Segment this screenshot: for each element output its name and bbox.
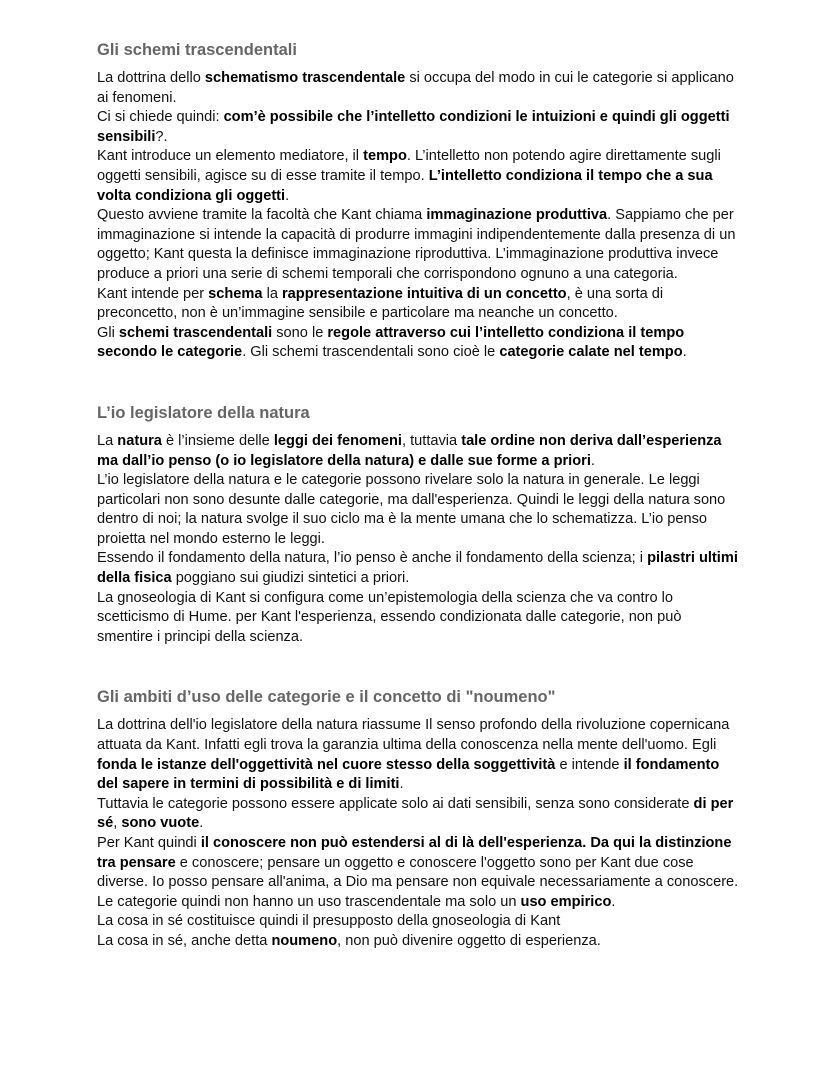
text: Kant intende per <box>97 285 209 302</box>
bold-text: leggi dei fenomeni <box>273 432 402 449</box>
paragraph <box>97 324 739 363</box>
text: La cosa in sé, anche detta <box>97 932 272 949</box>
text: sono le <box>272 324 328 341</box>
section-heading: Gli schemi trascendentali <box>97 41 297 59</box>
paragraph <box>97 471 739 549</box>
paragraph <box>97 589 739 648</box>
paragraph <box>97 834 739 893</box>
bold-text: com’è possibile che l’intelletto condizioni le intuizioni e quindi gli oggetti sensibili <box>97 109 730 145</box>
bold-text: tempo <box>363 148 407 165</box>
bold-text: immaginazione produttiva <box>426 207 608 224</box>
text: La <box>97 432 118 449</box>
text: e intende <box>555 756 624 773</box>
paragraph <box>97 108 739 147</box>
text: L’io legislatore della natura e le categorie possono rivelare solo la natura in generale. Le leggi particolari non sono desunte dalle categorie, ma dall'esperienza. Quindi le leggi della natura sono dentro di noi; la natura svolge il suo ciclo ma è la mente umana che lo schematizza. L’io penso proietta nel mondo esterno le leggi. <box>97 472 726 547</box>
paragraph <box>97 432 739 471</box>
bold-text: fonda le istanze dell'oggettività nel cuore stesso della soggettività <box>97 756 556 773</box>
bold-text: rappresentazione intuitiva di un concetto <box>281 285 567 302</box>
bold-text: natura <box>117 432 162 449</box>
text: . Gli schemi trascendentali sono cioè le <box>242 344 500 361</box>
bold-text: schema <box>208 285 263 302</box>
paragraph <box>97 716 739 794</box>
text: , <box>113 815 122 832</box>
text: ?. <box>155 128 168 145</box>
bold-text: schemi trascendentali <box>118 324 273 341</box>
text: . <box>285 187 290 204</box>
text: Kant introduce un elemento mediatore, il <box>97 148 364 165</box>
bold-text: L’intelletto condiziona il tempo che a sua volta condiziona gli oggetti <box>97 167 713 204</box>
paragraph <box>97 932 739 952</box>
text: La gnoseologia di Kant si configura come un’epistemologia della scienza che va contro lo scetticismo di Hume. per Kant l'esperienza, essendo condizionata dalle categorie, non può smentire i principi della scienza. <box>97 589 682 645</box>
text: poggiano sui giudizi sintetici a priori. <box>171 570 410 587</box>
text: Gli <box>97 324 119 341</box>
paragraph <box>97 147 739 206</box>
paragraph <box>97 795 739 834</box>
paragraph <box>97 69 739 108</box>
text: . <box>611 893 616 910</box>
text: , non può divenire oggetto di esperienza. <box>337 932 601 949</box>
bold-text: di per sé <box>97 795 734 832</box>
bold-text: regole attraverso cui l’intelletto condiziona il tempo secondo le categorie <box>97 324 685 361</box>
bold-text: noumeno <box>271 932 338 949</box>
text: Le categorie quindi non hanno un uso trascendentale ma solo un <box>97 893 521 910</box>
text: , è una sorta di preconcetto, non è un’immagine sensibile e particolare ma neanche un concetto. <box>97 285 664 322</box>
section <box>97 40 739 363</box>
bold-text: schematismo trascendentale <box>204 70 406 86</box>
text: Questo avviene tramite la facoltà che Kant chiama <box>97 207 427 224</box>
text: si occupa del modo in cui le categorie si applicano ai fenomeni. <box>97 70 734 106</box>
bold-text: uso empirico <box>520 893 612 910</box>
bold-text: sono vuote <box>121 815 200 832</box>
text: Ci si chiede quindi: <box>97 109 224 126</box>
text: . L’intelletto non potendo agire direttamente sugli oggetti sensibili, agisce su di esse tramite il tempo. <box>97 148 721 184</box>
bold-text: il fondamento del sapere in termini di possibilità e di limiti <box>97 756 720 793</box>
paragraph <box>97 549 739 588</box>
text: La cosa in sé costituisce quindi il presupposto della gnoseologia di Kant <box>97 913 561 930</box>
text: Tuttavia le categorie possono essere applicate solo ai dati sensibili, senza sono considerate <box>97 795 694 812</box>
text: la <box>262 285 282 302</box>
text: e conoscere; pensare un oggetto e conoscere l'oggetto sono per Kant due cose diverse. Io posso pensare all'anima, a Dio ma pensare non equivale necessariamente a conoscere. <box>97 854 739 891</box>
paragraph <box>97 206 739 284</box>
text: . <box>399 776 404 793</box>
text: , tuttavia <box>401 432 462 449</box>
paragraph <box>97 893 739 913</box>
paragraph <box>97 285 739 324</box>
text: Per Kant quindi <box>97 835 201 851</box>
text: . Sappiamo che per immaginazione si intende la capacità di produrre immagini indipendentemente dalla presenza di un oggetto; Kant questa la definisce immaginazione riproduttiva. L’immaginazione produttiva invece produce a priori una serie di schemi temporali che corrispondono ognuno a una categoria. <box>97 207 736 282</box>
bold-text: categorie calate nel tempo <box>499 344 683 361</box>
section <box>97 687 739 951</box>
paragraph <box>97 912 739 932</box>
document-page <box>97 40 739 992</box>
text: Essendo il fondamento della natura, l’io penso è anche il fondamento della scienza; i <box>97 550 648 567</box>
bold-text: il conoscere non può estendersi al di là dell'esperienza. Da qui la distinzione tra pensare <box>97 835 732 871</box>
text: è l’insieme delle <box>161 432 274 449</box>
section-heading: L’io legislatore della natura <box>97 403 310 422</box>
section <box>97 403 739 648</box>
text: . <box>199 815 204 832</box>
bold-text: tale ordine non deriva dall’esperienza ma dall’io penso (o io legislatore della natura) e dalle sue forme a priori <box>97 432 722 469</box>
text: . <box>590 452 595 469</box>
text: La dottrina dello <box>97 70 205 86</box>
section-heading: Gli ambiti d’uso delle categorie e il concetto di "noumeno" <box>97 688 556 707</box>
bold-text: pilastri ultimi della fisica <box>97 550 738 587</box>
text: . <box>682 344 687 361</box>
text: La dottrina dell'io legislatore della natura riassume Il senso profondo della rivoluzione copernicana attuata da Kant. Infatti egli trova la garanzia ultima della conoscenza nella mente dell'uomo. Egli <box>97 717 730 754</box>
